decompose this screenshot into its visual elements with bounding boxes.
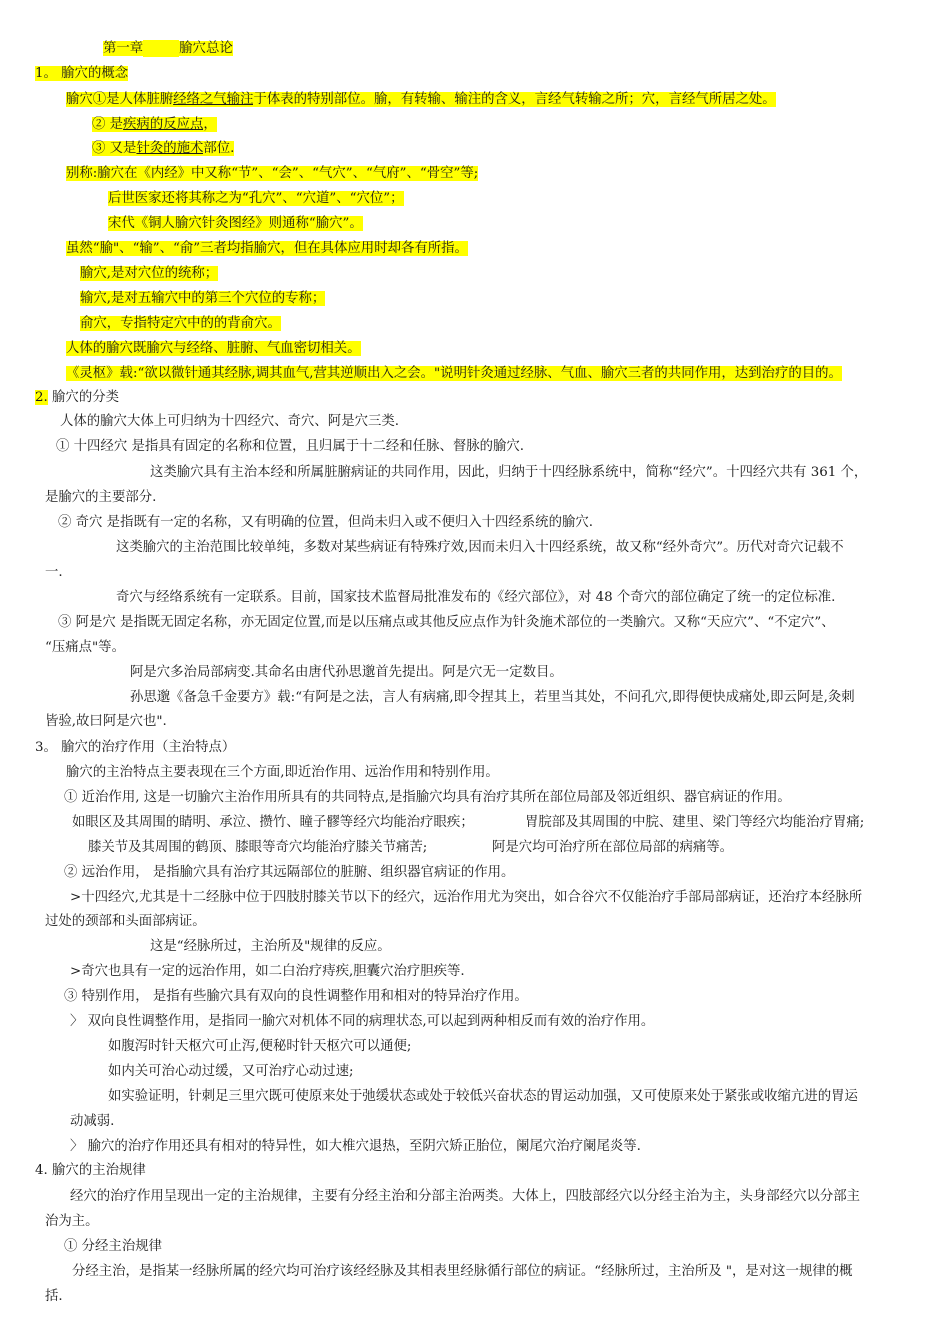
remote-effect-def: ② 远治作用， 是指腧穴具有治疗其远隔部位的脏腑、组织器官病证的作用。 [64,865,515,880]
fourteen-meridian-def: ① 十四经穴 是指具有固定的名称和位置，且归属于十二经和任脉、督脉的腧穴. [56,439,525,454]
fourteen-meridian-desc-cont: 是腧穴的主要部分. [45,490,157,505]
section-2-heading: 2. 腧穴的分类 [35,390,119,405]
alias-line-3: 宋代《铜人腧穴针灸图经》则通称“腧穴”。 [108,216,363,231]
local-effect-ashi: 阿是穴均可治疗所在部位局部的病痛等。 [492,840,734,855]
local-effect-knee: 膝关节及其周围的鹤顶、膝眼等奇穴均能治疗膝关节痛苦; [88,840,428,855]
remote-effect-meridian-cont: 过处的颈部和头面部病证。 [45,914,206,929]
local-effect-eye: 如眼区及其周围的睛明、承泣、攒竹、瞳子髎等经穴均能治疗眼疾； [72,815,474,830]
relation-line: 人体的腧穴既腧穴与经络、脏腑、气血密切相关。 [66,341,361,356]
section-4-heading: 4. 腧穴的主治规律 [35,1163,146,1178]
rules-paragraph-cont: 治为主。 [45,1214,99,1229]
ashi-point-quote-cont: 皆验,故曰阿是穴也". [45,714,167,729]
bidirectional-example-3: 如实验证明，针刺足三里穴既可使原来处于弛缓状态或处于较低兴奋状态的胃运动加强，又可使原来处于紧张或收缩亢进的胃运 [108,1089,858,1104]
meridian-rule-text: 分经主治，是指某一经脉所属的经穴均可治疗该经经脉及其相表里经脉循行部位的病证。“经脉所过，主治所及 "，是对这一规律的概 [72,1264,853,1279]
name-item-3: 俞穴，专指特定穴中的的背俞穴。 [80,316,281,331]
ashi-point-origin: 阿是穴多治局部病变.其命名由唐代孙思邈首先提出。阿是穴无一定数目。 [130,665,563,680]
definition-line-2: ② 是疾病的反应点， [92,117,217,132]
chapter-number: 第一章 [103,41,144,56]
section-1-heading: 1。 腧穴的概念 [35,66,129,81]
section-3-heading: 3。 腧穴的治疗作用（主治特点） [35,740,236,755]
extra-point-standard: 奇穴与经络系统有一定联系。目前，国家技术监督局批准发布的《经穴部位》，对 48 个奇穴的部位确定了统一的定位标准. [116,590,836,605]
chapter-title [103,40,233,57]
remote-effect-extra: >奇穴也具有一定的远治作用，如二白治疗痔疾,胆囊穴治疗胆疾等. [70,964,465,979]
special-effect-def: ③ 特别作用， 是指有些腧穴具有双向的良性调整作用和相对的特异治疗作用。 [64,989,528,1004]
chapter-name: 腧穴总论 [179,41,233,56]
remote-effect-rule: 这是“经脉所过，主治所及"规律的反应。 [150,939,391,954]
fourteen-meridian-desc: 这类腧穴具有主治本经和所属脏腑病证的共同作用，因此，归纳于十四经脉系统中，简称“经穴”。十四经穴共有 361 个， [150,465,868,480]
lingshu-quote: 《灵枢》载:“欲以微针通其经脉,调其血气,营其逆顺出入之会。"说明针灸通过经脉、气血、腧穴三者的共同作用，达到治疗的目的。 [66,366,842,381]
meridian-rule-text-cont: 括. [45,1289,63,1304]
classification-intro: 人体的腧穴大体上可归纳为十四经穴、奇穴、阿是穴三类. [60,414,400,429]
name-item-2: 输穴,是对五输穴中的第三个穴位的专称； [80,291,326,306]
bidirectional-example-1: 如腹泻时针天枢穴可止泻,便秘时针天枢穴可以通便; [108,1039,412,1054]
bidirectional-example-3-cont: 动减弱. [70,1114,115,1129]
extra-point-desc-cont: 一. [45,565,63,580]
ashi-point-quote: 孙思邈《备急千金要方》载:“有阿是之法，言人有病痛,即令捏其上，若里当其处，不问孔穴,即得便快成痛处,即云阿是,灸刺 [130,690,855,705]
specificity-line: 〉 腧穴的治疗作用还具有相对的特异性，如大椎穴退热，至阴穴矫正胎位，阑尾穴治疗阑尾炎等. [70,1139,641,1154]
bidirectional-def: 〉 双向良性调整作用，是指同一腧穴对机体不同的病理状态,可以起到两种相反而有效的治疗作用。 [70,1014,655,1029]
extra-point-desc: 这类腧穴的主治范围比较单纯，多数对某些病证有特殊疗效,因而未归入十四经系统，故又称“经外奇穴”。历代对奇穴记载不 [116,540,844,555]
ashi-point-def: ③ 阿是穴 是指既无固定名称，亦无固定位置,而是以压痛点或其他反应点作为针灸施术部位的一类腧穴。又称“天应穴”、“不定穴”、 [58,615,835,630]
alias-line-1: 别称:腧穴在《内经》中又称“节”、“会”、“气穴”、“气府”、“骨空”等; [66,166,479,181]
names-line: 虽然“腧"、“输”、“俞”三者均指腧穴，但在具体应用时却各有所指。 [66,241,468,256]
meridian-rule-heading: ① 分经主治规律 [64,1239,162,1254]
ashi-point-def-cont: “压痛点"等。 [45,640,125,655]
definition-line-3: ③ 又是针灸的施术部位. [92,141,235,156]
local-effect-stomach: 胃脘部及其周围的中脘、建里、梁门等经穴均能治疗胃痛; [525,815,865,830]
local-effect-def: ① 近治作用, 这是一切腧穴主治作用所具有的共同特点,是指腧穴均具有治疗其所在部位局部及邻近组织、器官病证的作用。 [64,790,791,805]
extra-point-def: ② 奇穴 是指既有一定的名称，又有明确的位置，但尚未归入或不便归入十四经系统的腧穴. [58,515,594,530]
rules-paragraph: 经穴的治疗作用呈现出一定的主治规律，主要有分经主治和分部主治两类。大体上，四肢部经穴以分经主治为主，头身部经穴以分部主 [70,1189,861,1204]
definition-line-1: 腧穴①是人体脏腑经络之气输注于体表的特别部位。腧，有转输、输注的含义，言经气转输之所；穴，言经气所居之处。 [66,92,776,107]
treatment-intro: 腧穴的主治特点主要表现在三个方面,即近治作用、远治作用和特别作用。 [66,765,499,780]
name-item-1: 腧穴,是对穴位的统称； [80,266,219,281]
remote-effect-meridian: >十四经穴,尤其是十二经脉中位于四肢肘膝关节以下的经穴，远治作用尤为突出，如合谷穴不仅能治疗手部局部病证，还治疗本经脉所 [70,890,863,905]
alias-line-2: 后世医家还将其称之为“孔穴”、“穴道”、“穴位”； [108,191,404,206]
bidirectional-example-2: 如内关可治心动过缓，又可治疗心动过速; [108,1064,354,1079]
